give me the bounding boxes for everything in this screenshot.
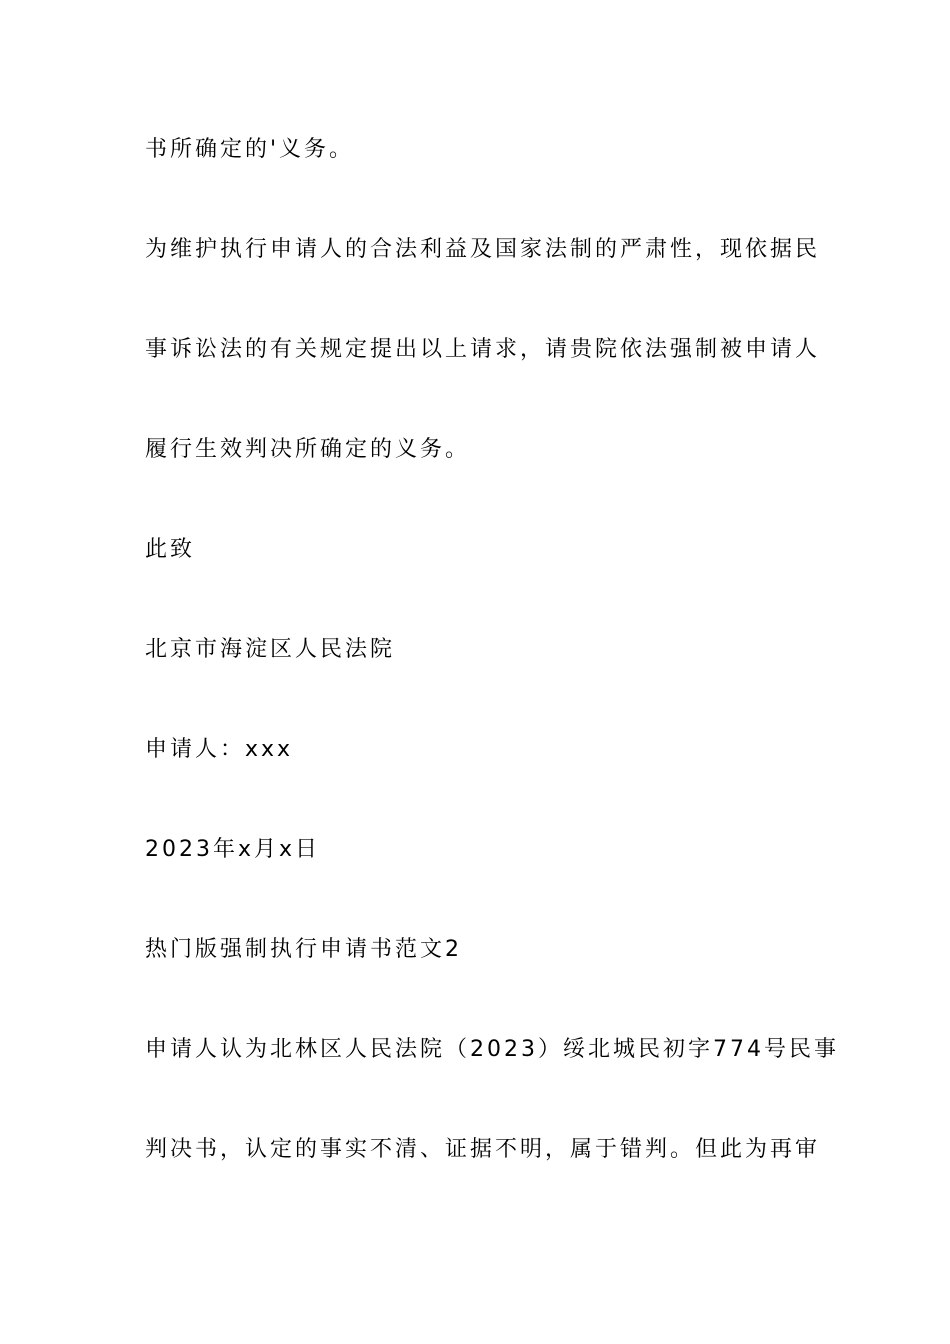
paragraph-line: 书所确定的'义务。 xyxy=(145,137,355,162)
paragraph-line: 申请人认为北林区人民法院（2023）绥北城民初字774号民事 xyxy=(145,1037,839,1062)
paragraph-line: 事诉讼法的有关规定提出以上请求，请贵院依法强制被申请人 xyxy=(145,337,821,362)
recipient-line: 北京市海淀区人民法院 xyxy=(145,637,396,662)
paragraph-line: 为维护执行申请人的合法利益及国家法制的严肃性，现依据民 xyxy=(145,237,821,262)
section-title: 热门版强制执行申请书范文2 xyxy=(145,937,462,962)
applicant-line: 申请人：xxx xyxy=(145,737,294,762)
paragraph-line: 履行生效判决所确定的义务。 xyxy=(145,437,471,462)
salutation-line: 此致 xyxy=(145,537,196,562)
paragraph-line: 判决书，认定的事实不清、证据不明，属于错判。但此为再审 xyxy=(145,1137,821,1162)
date-line: 2023年x月x日 xyxy=(145,837,321,862)
